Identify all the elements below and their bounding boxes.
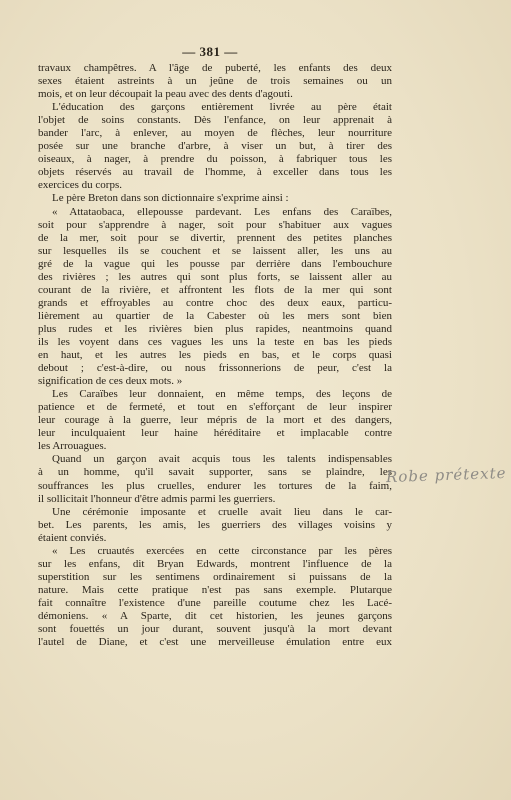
handwritten-margin-note: Robe prétexte bbox=[385, 463, 507, 487]
text-line: Le père Breton dans son dictionnaire s'exprime ainsi : bbox=[52, 192, 289, 205]
text-line: l'objet de soins constants. Dès l'enfance, on leur apprenait à bbox=[38, 114, 392, 127]
text-line: patience et de fermeté, et tout en s'efforçant de leur inspirer bbox=[38, 401, 392, 414]
text-line: bet. Les parents, les amis, les guerriers des villages voisins y bbox=[38, 518, 392, 531]
text-line: Les Caraïbes leur donnaient, en même temps, des leçons de bbox=[52, 388, 392, 401]
text-line: L'éducation des garçons entièrement livrée au père était bbox=[52, 101, 392, 114]
text-line: bander l'arc, à enlever, au moyen de flèches, leur nourriture bbox=[38, 127, 392, 140]
text-line: soit pour s'apprendre à nager, soit pour s'habituer aux vagues bbox=[38, 218, 392, 231]
text-line: signification de ces deux mots. » bbox=[38, 375, 183, 388]
text-line: Une cérémonie imposante et cruelle avait lieu dans le car- bbox=[52, 505, 392, 518]
page-number: — 381 — bbox=[182, 44, 238, 59]
body-text bbox=[38, 62, 392, 649]
text-line: gré de la vague qui les pousse par derrière dans l'embouchure bbox=[38, 257, 392, 270]
text-line: superstition sur les sentimens ordinairement si puissans de la bbox=[38, 570, 392, 583]
text-line: des rivières ; les autres qui sont plus forts, se laissent aller au bbox=[38, 270, 392, 283]
text-line: courant de la rivière, et affrontent les flots de la mer qui sont bbox=[38, 283, 392, 296]
text-line: exercices du corps. bbox=[38, 179, 122, 192]
text-line: mois, et on leur découpait la peau avec des dents d'agouti. bbox=[38, 88, 293, 101]
text-line: de la mer, soit pour se divertir, prennent des petites planches bbox=[38, 231, 392, 244]
text-line: sont fouettés un jour durant, souvent jusqu'à la mort devant bbox=[38, 623, 392, 636]
text-line: debout ; c'est-à-dire, ou nous frissonnerions de peur, c'est la bbox=[38, 362, 392, 375]
text-line: étaient conviés. bbox=[38, 531, 107, 544]
text-line: l'autel de Diane, et c'est une merveilleuse émulation entre eux bbox=[38, 636, 392, 649]
text-line: plus rudes et les rivières bien plus rapides, neantmoins quand bbox=[38, 322, 392, 335]
text-line: sur lesquelles ils se couchent et se laissent aller, les uns au bbox=[38, 244, 392, 257]
text-line: à un homme, qu'il savait supporter, sans se plaindre, les bbox=[38, 466, 392, 479]
text-line: grands et effroyables au contre choc des deux eaux, particu- bbox=[38, 296, 392, 309]
text-line: les Arrouagues. bbox=[38, 440, 107, 453]
text-line: démoniens. « A Sparte, dit cet historien, les jeunes garçons bbox=[38, 609, 392, 622]
text-line: en haut, et les autres les pieds en bas, et le corps quasi bbox=[38, 349, 392, 362]
text-line: nature. Mais cette pratique n'est pas sans exemple. Plutarque bbox=[38, 583, 392, 596]
text-line: sexes étaient astreints à un jeûne de trois semaines ou un bbox=[38, 75, 392, 88]
text-line: « Les cruautés exercées en cette circonstance par les pères bbox=[52, 544, 392, 557]
text-line: sur les enfans, dit Bryan Edwards, montrent l'influence de la bbox=[38, 557, 392, 570]
text-line: lièrement au quartier de la Cabester où les mers sont bien bbox=[38, 309, 392, 322]
text-line: leur inculquaient leur haine héréditaire et implacable contre bbox=[38, 427, 392, 440]
text-line: il sollicitait l'honneur d'être admis parmi les guerriers. bbox=[38, 492, 276, 505]
text-line: oiseaux, à nager, à prendre du poisson, à fabriquer tous les bbox=[38, 153, 392, 166]
text-line: fait connaître l'existence d'une pareille coutume chez les Lacé- bbox=[38, 596, 392, 609]
text-line: souffrances les plus cruelles, endurer les tortures de la faim, bbox=[38, 479, 392, 492]
text-line: travaux champêtres. A l'âge de puberté, les enfants des deux bbox=[38, 62, 392, 74]
text-line: ils les voyent dans ces vagues les uns la teste en bas les pieds bbox=[38, 335, 392, 348]
text-line: Quand un garçon avait acquis tous les talents indispensables bbox=[52, 453, 392, 466]
text-line: leur courage à la guerre, leur mépris de la mort et des dangers, bbox=[38, 414, 392, 427]
text-line: posée sur une branche d'arbre, à viser un but, à tirer des bbox=[38, 140, 392, 153]
text-line: objets réservés au travail de l'homme, à exceller dans tous les bbox=[38, 166, 392, 179]
text-line: « Attataobaca, ellepousse pardevant. Les enfans des Caraïbes, bbox=[52, 205, 392, 218]
